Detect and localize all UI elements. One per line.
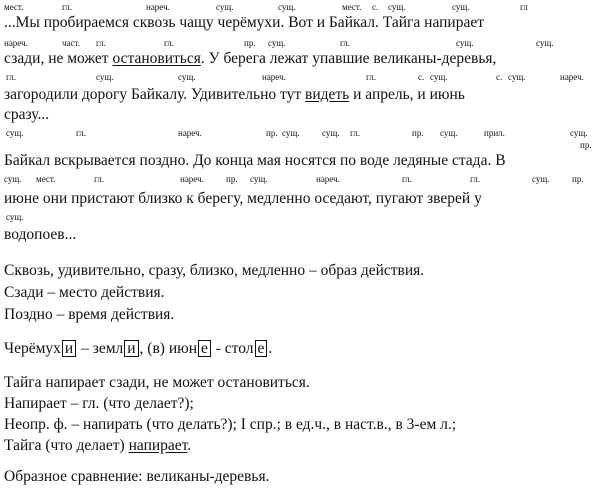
text-line-5: Байкал вскрывается поздно. До конца мая носятся по воде ледяные стада. В	[4, 152, 506, 169]
word-stem: , (в) июн	[139, 340, 197, 357]
text-segment: загородили дорогу Байкалу. Удивительно тут	[4, 86, 305, 103]
pos-label: сущ.	[268, 38, 286, 48]
word-stem: - стол	[211, 340, 254, 357]
pos-label: нареч.	[4, 38, 28, 48]
pos-label: нареч.	[180, 174, 204, 184]
pos-label: с.	[372, 2, 379, 12]
word-stem: Черёмух	[4, 340, 61, 357]
adverb-time-line: Поздно – время действия.	[4, 306, 175, 323]
pos-label: с.	[418, 72, 425, 82]
pos-label: пр.	[244, 38, 256, 48]
underlined-word-ostanovitsya: остановиться	[112, 50, 201, 67]
punctuation: .	[268, 340, 273, 357]
endings-line	[4, 340, 272, 358]
pos-label: пр.	[266, 128, 278, 138]
pos-label: гл.	[470, 174, 480, 184]
text-segment: сзади, не может	[4, 50, 113, 67]
underlined-word-napiraet: напирает	[128, 437, 188, 454]
pos-label: гл.	[350, 128, 360, 138]
pos-label: сущ.	[216, 2, 234, 12]
pos-label: гл.	[6, 72, 16, 82]
pos-label: нареч.	[316, 174, 340, 184]
pos-label: сущ.	[430, 72, 448, 82]
pos-label: сущ.	[4, 174, 22, 184]
adverbs-manner-line: Сквозь, удивительно, сразу, близко, медленно – образ действия.	[4, 262, 425, 279]
pos-label: сущ.	[250, 174, 268, 184]
pos-label: пр.	[572, 174, 584, 184]
pos-label: пр.	[412, 128, 424, 138]
pos-label: пр.	[580, 140, 592, 150]
pos-label: мест.	[36, 174, 56, 184]
pos-label: сущ.	[6, 128, 24, 138]
pos-label: мест.	[4, 2, 24, 12]
pos-label: сущ.	[508, 72, 526, 82]
comparison-line: Образное сравнение: великаны-деревья.	[4, 468, 270, 485]
pos-label: сущ.	[278, 2, 296, 12]
pos-label: нареч.	[262, 72, 286, 82]
text-segment: и апрель, и июнь	[349, 86, 465, 103]
pos-label: гл.	[76, 128, 86, 138]
ending-box: е	[198, 340, 211, 357]
text-line-7: водопоев...	[4, 226, 77, 243]
pos-label: сущ.	[178, 72, 196, 82]
underlined-word-videt: видеть	[305, 86, 350, 103]
pos-label: сущ.	[322, 128, 340, 138]
pos-label: гл.	[96, 38, 106, 48]
pos-label: гл.	[62, 2, 72, 12]
text-line-3	[4, 86, 465, 104]
pos-label: сущ.	[452, 2, 470, 12]
ending-box: и	[124, 340, 138, 357]
pos-label: сущ.	[440, 128, 458, 138]
pos-label: нареч.	[146, 2, 170, 12]
pos-label: гл	[520, 2, 528, 12]
verb-analysis-line-1: Напирает – гл. (что делает?);	[4, 395, 194, 412]
pos-label: гл.	[366, 72, 376, 82]
ending-box: е	[255, 340, 268, 357]
pos-label: сущ.	[532, 174, 550, 184]
pos-label: гл.	[164, 38, 174, 48]
ending-box: и	[62, 340, 76, 357]
pos-label: сущ.	[96, 72, 114, 82]
word-stem: – земл	[77, 340, 124, 357]
punctuation: .	[187, 437, 192, 454]
text-segment: . У берега лежат упавшие великаны-деревья,	[200, 50, 497, 67]
pos-label: гл.	[94, 174, 104, 184]
pos-label: нареч.	[560, 72, 584, 82]
pos-label: нареч.	[178, 128, 202, 138]
pos-label: пр.	[226, 174, 238, 184]
text-line-2	[4, 50, 496, 68]
pos-label: сущ.	[6, 212, 24, 222]
verb-sentence: Тайга напирает сзади, не может остановиться.	[4, 374, 310, 391]
pos-label: гл.	[340, 38, 350, 48]
verb-analysis-line-3	[4, 437, 191, 455]
pos-label: мест.	[342, 2, 362, 12]
adverb-place-line: Сзади – место действия.	[4, 284, 165, 301]
verb-analysis-line-2: Неопр. ф. – напирать (что делать?); I спр.; в ед.ч., в наст.в., в 3-ем л.;	[4, 416, 457, 433]
text-segment: Тайга (что делает)	[4, 437, 129, 454]
pos-label: част.	[62, 38, 81, 48]
pos-label: сущ.	[570, 128, 588, 138]
pos-label: сущ.	[388, 2, 406, 12]
pos-label: сущ.	[282, 128, 300, 138]
text-line-4: сразу...	[4, 106, 50, 123]
text-line-6: июне они пристают близко к берегу, медленно оседают, пугают зверей у	[4, 190, 482, 207]
pos-label: с.	[496, 72, 503, 82]
text-line-1: ...Мы пробираемся сквозь чащу черёмухи. Вот и Байкал. Тайга напирает	[4, 14, 484, 31]
pos-label: сущ.	[536, 38, 554, 48]
pos-label: гл.	[402, 174, 412, 184]
pos-label: прил.	[484, 128, 505, 138]
pos-label: сущ.	[456, 38, 474, 48]
